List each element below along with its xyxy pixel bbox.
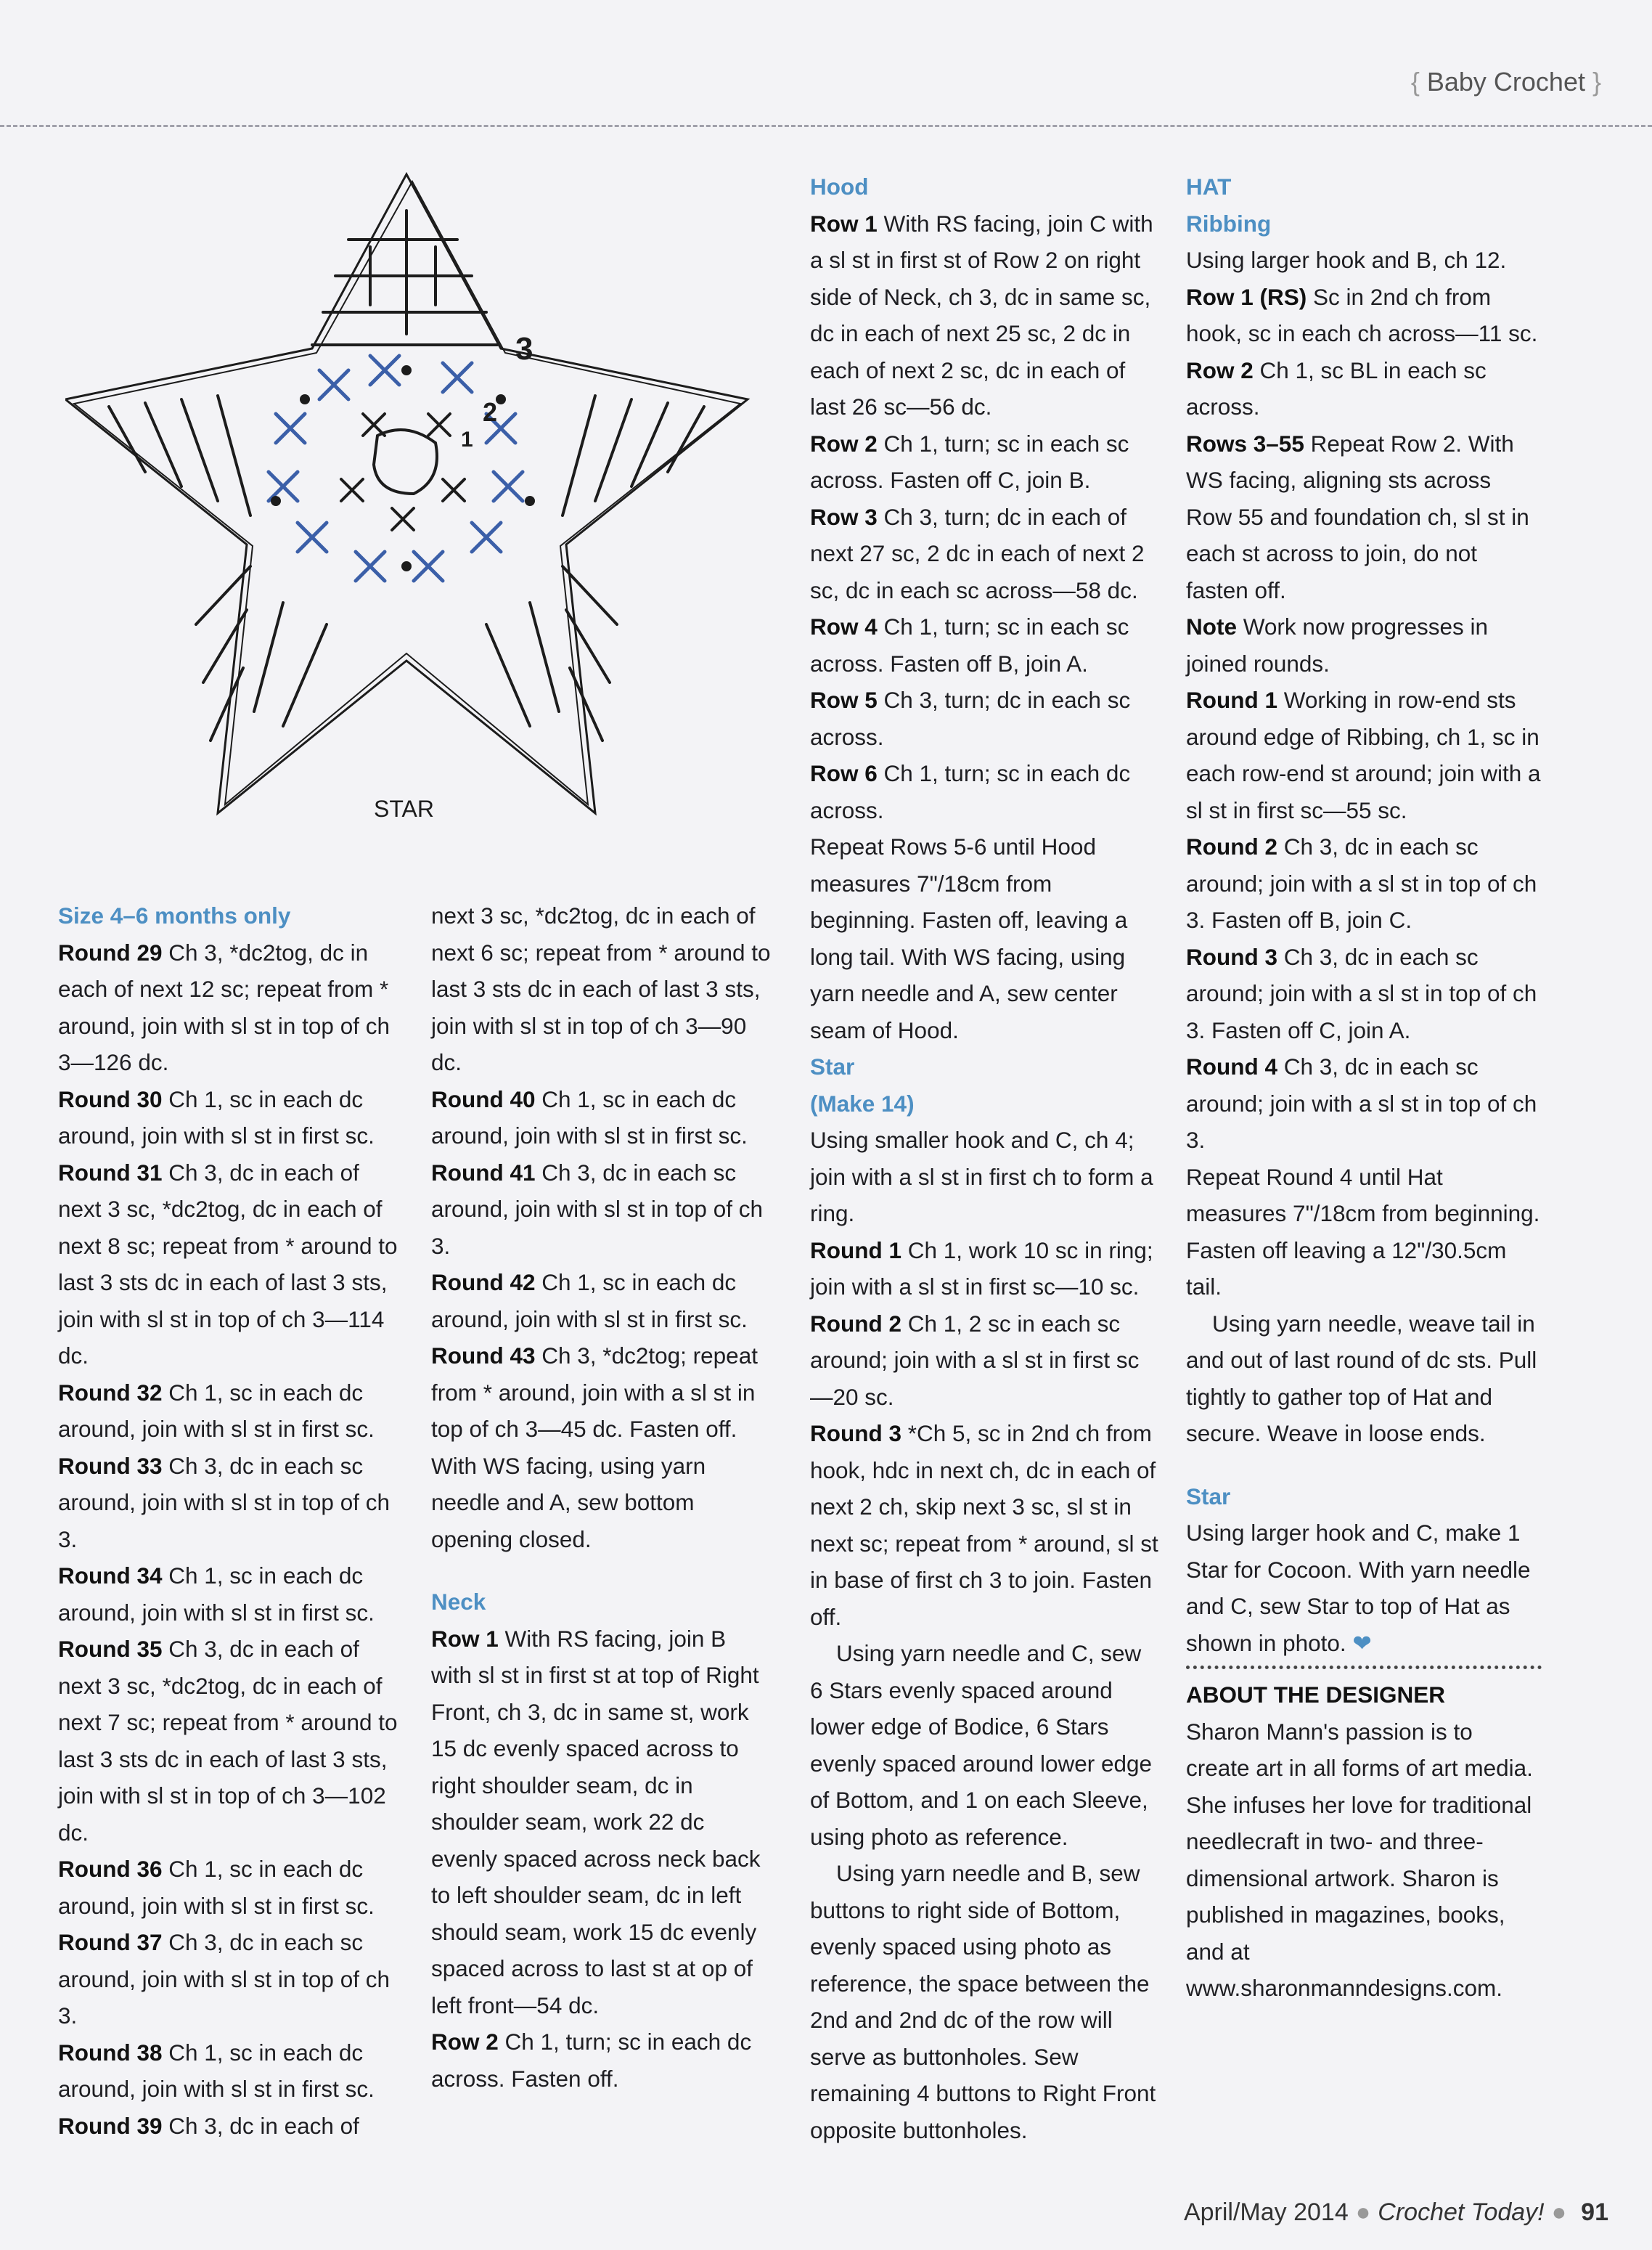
ribbing-heading: Ribbing	[1186, 210, 1272, 237]
hat-star-text: Using larger hook and C, make 1 Star for Cocoon. With yarn needle and C, sew Star to top of Hat as shown in photo. ❤	[1186, 1520, 1531, 1656]
header-divider	[0, 125, 1652, 127]
section-label: Baby Crochet	[1426, 67, 1585, 97]
repeat-text: Repeat Round 4 until Hat measures 7"/18cm from beginning. Fasten off leaving a 12"/30.5cm tail.	[1186, 1163, 1540, 1300]
instruction-item: Round 43 Ch 3, *dc2tog; repeat from * around, join with a sl st in top of ch 3—45 dc. Fasten off. With WS facing, using yarn needle and A, sew bottom opening closed.	[431, 1342, 758, 1552]
heart-icon: ❤	[1352, 1629, 1372, 1656]
hood-heading: Hood	[810, 174, 869, 200]
instruction-item: Round 1 Working in row-end sts around edge of Ribbing, ch 1, sc in each row-end st around; join with a sl st in first sc—55 sc.	[1186, 687, 1541, 823]
instruction-item: Round 39 Ch 3, dc in each of	[58, 2112, 359, 2139]
instruction-item: Row 4 Ch 1, turn; sc in each sc across. Fasten off B, join A.	[810, 614, 1129, 677]
instruction-item: Round 36 Ch 1, sc in each dc around, join with sl st in first sc.	[58, 1856, 375, 1919]
page-footer	[1184, 2198, 1608, 2227]
instruction-item: Row 1 With RS facing, join C with a sl st in first st of Row 2 on right side of Neck, ch 3, dc in same sc, dc in each of next 25 sc, 2 dc in each of next 2 sc, dc in each of last 26 sc—56 dc.	[810, 210, 1153, 420]
instruction-item: Round 1 Ch 1, work 10 sc in ring; join with a sl st in first sc—10 sc.	[810, 1236, 1153, 1300]
page-number: 91	[1581, 2198, 1608, 2226]
ribbing-intro: Using larger hook and B, ch 12.	[1186, 247, 1507, 273]
instruction-item: Round 40 Ch 1, sc in each dc around, join with sl st in first sc.	[431, 1085, 748, 1149]
marker-1: 1	[461, 428, 473, 452]
instruction-item: Round 37 Ch 3, dc in each sc around, join with sl st in top of ch 3.	[58, 1929, 390, 2029]
neck-heading: Neck	[431, 1589, 486, 1615]
hat-heading: HAT	[1186, 174, 1232, 200]
instruction-item: Round 34 Ch 1, sc in each dc around, join with sl st in first sc.	[58, 1562, 375, 1626]
star-chart-diagram	[65, 160, 762, 842]
instruction-item: Row 2 Ch 1, turn; sc in each dc across. Fasten off.	[431, 2029, 752, 2092]
bullet-icon: ●	[1551, 2198, 1567, 2226]
instruction-item: Round 3 *Ch 5, sc in 2nd ch from hook, hdc in next ch, dc in each of next 2 ch, skip next 3 sc, sl st in next sc; repeat from * around, sl st in base of first ch 3 to join. Fasten off.	[810, 1420, 1158, 1630]
instruction-item: Round 4 Ch 3, dc in each sc around; join with a sl st in top of ch 3.	[1186, 1053, 1537, 1153]
instruction-item: Row 5 Ch 3, turn; dc in each sc across.	[810, 687, 1131, 750]
instruction-item: Round 29 Ch 3, *dc2tog, dc in each of next 12 sc; repeat from * around, join with sl st in top of ch 3—126 dc.	[58, 939, 390, 1075]
instruction-item: Rows 3–55 Repeat Row 2. With WS facing, aligning sts across Row 55 and foundation ch, sl st in each st across to join, do not fasten off.	[1186, 430, 1529, 603]
marker-3: 3	[515, 331, 533, 367]
column-4	[1186, 168, 1542, 2007]
instruction-item: Round 31 Ch 3, dc in each of next 3 sc, *dc2tog, dc in each of next 8 sc; repeat from * around to last 3 sts dc in each of last 3 sts, join with sl st in top of ch 3—114 dc.	[58, 1159, 398, 1369]
continued-text: next 3 sc, *dc2tog, dc in each of next 6 sc; repeat from * around to last 3 sts dc in each of last 3 sts, join with sl st in top of ch 3—90 dc.	[431, 902, 771, 1075]
instruction-item: Row 2 Ch 1, sc BL in each sc across.	[1186, 356, 1487, 420]
about-heading: ABOUT THE DESIGNER	[1186, 1682, 1446, 1708]
size-heading: Size 4–6 months only	[58, 902, 291, 929]
about-text: Sharon Mann's passion is to create art in all forms of art media. She infuses her love for traditional needlecraft in two- and three-dimensional artwork. Sharon is published in magazines, books, and at www.sharonmanndesigns.com.	[1186, 1718, 1533, 2001]
column-2	[431, 897, 772, 2097]
column-3	[810, 168, 1158, 2148]
instruction-item: Round 33 Ch 3, dc in each sc around, join with sl st in top of ch 3.	[58, 1452, 390, 1552]
instruction-item: Round 38 Ch 1, sc in each dc around, join with sl st in first sc.	[58, 2039, 375, 2102]
instruction-item: Round 2 Ch 1, 2 sc in each sc around; join with a sl st in first sc—20 sc.	[810, 1310, 1140, 1410]
instruction-item: Round 30 Ch 1, sc in each dc around, join with sl st in first sc.	[58, 1085, 375, 1149]
instruction-item: Round 3 Ch 3, dc in each sc around; join with a sl st in top of ch 3. Fasten off C, join A.	[1186, 943, 1537, 1043]
instruction-item: Round 32 Ch 1, sc in each dc around, join with sl st in first sc.	[58, 1379, 375, 1442]
bullet-icon: ●	[1355, 2198, 1371, 2226]
star-intro: Using smaller hook and C, ch 4; join with a sl st in first ch to form a ring.	[810, 1127, 1153, 1226]
stars-assembly-text: Using yarn needle and C, sew 6 Stars evenly spaced around lower edge of Bodice, 6 Stars evenly spaced around lower edge of Bottom, and 1 on each Sleeve, using photo as reference.	[810, 1640, 1153, 1850]
star-heading: Star	[810, 1053, 855, 1080]
issue-date: April/May 2014	[1183, 2198, 1349, 2226]
instruction-item: Round 35 Ch 3, dc in each of next 3 sc, *dc2tog, dc in each of next 7 sc; repeat from * around to last 3 sts dc in each of last 3 sts, join with sl st in top of ch 3—102 dc.	[58, 1636, 398, 1846]
weave-text: Using yarn needle, weave tail in and out of last round of dc sts. Pull tightly to gather top of Hat and secure. Weave in loose ends.	[1186, 1310, 1537, 1446]
hat-star-heading: Star	[1186, 1483, 1231, 1509]
star-subheading: (Make 14)	[810, 1090, 915, 1117]
instruction-item: Row 1 With RS facing, join B with sl st in first st at top of Right Front, ch 3, dc in same st, work 15 dc evenly spaced across to right shoulder seam, dc in shoulder seam, work 22 dc evenly spaced across neck back to left shoulder seam, dc in left should seam, work 15 dc evenly spaced across to last st at op of left front—54 dc.	[431, 1625, 761, 2018]
instruction-item: Round 41 Ch 3, dc in each sc around, join with sl st in top of ch 3.	[431, 1159, 763, 1259]
instruction-item: Note Work now progresses in joined rounds.	[1186, 614, 1489, 677]
dotted-divider	[1186, 1666, 1542, 1669]
instruction-item: Row 1 (RS) Sc in 2nd ch from hook, sc in each ch across—11 sc.	[1186, 283, 1538, 346]
instruction-item: Round 42 Ch 1, sc in each dc around, join with sl st in first sc.	[431, 1269, 748, 1332]
instruction-item: Row 6 Ch 1, turn; sc in each dc across.	[810, 760, 1131, 823]
buttons-assembly-text: Using yarn needle and B, sew buttons to right side of Bottom, evenly spaced using photo as reference, the space between the 2nd and 2nd dc of the row will serve as buttonholes. Sew remaining 4 buttons to Right Front opposite buttonholes.	[810, 1860, 1156, 2143]
column-1	[58, 897, 399, 2144]
instruction-item: Round 2 Ch 3, dc in each sc around; join with a sl st in top of ch 3. Fasten off B, join C.	[1186, 833, 1537, 933]
instruction-item: Row 3 Ch 3, turn; dc in each of next 27 sc, 2 dc in each of next 2 sc, dc in each sc across—58 dc.	[810, 503, 1145, 603]
hood-finish-text: Repeat Rows 5-6 until Hood measures 7"/18cm from beginning. Fasten off, leaving a long tail. With WS facing, using yarn needle and A, sew center seam of Hood.	[810, 833, 1128, 1043]
diagram-label: STAR	[374, 796, 434, 822]
instruction-item: Row 2 Ch 1, turn; sc in each sc across. Fasten off C, join B.	[810, 430, 1129, 493]
section-tag: { Baby Crochet }	[1410, 67, 1601, 97]
magazine-name: Crochet Today!	[1378, 2198, 1545, 2226]
marker-2: 2	[483, 397, 498, 427]
